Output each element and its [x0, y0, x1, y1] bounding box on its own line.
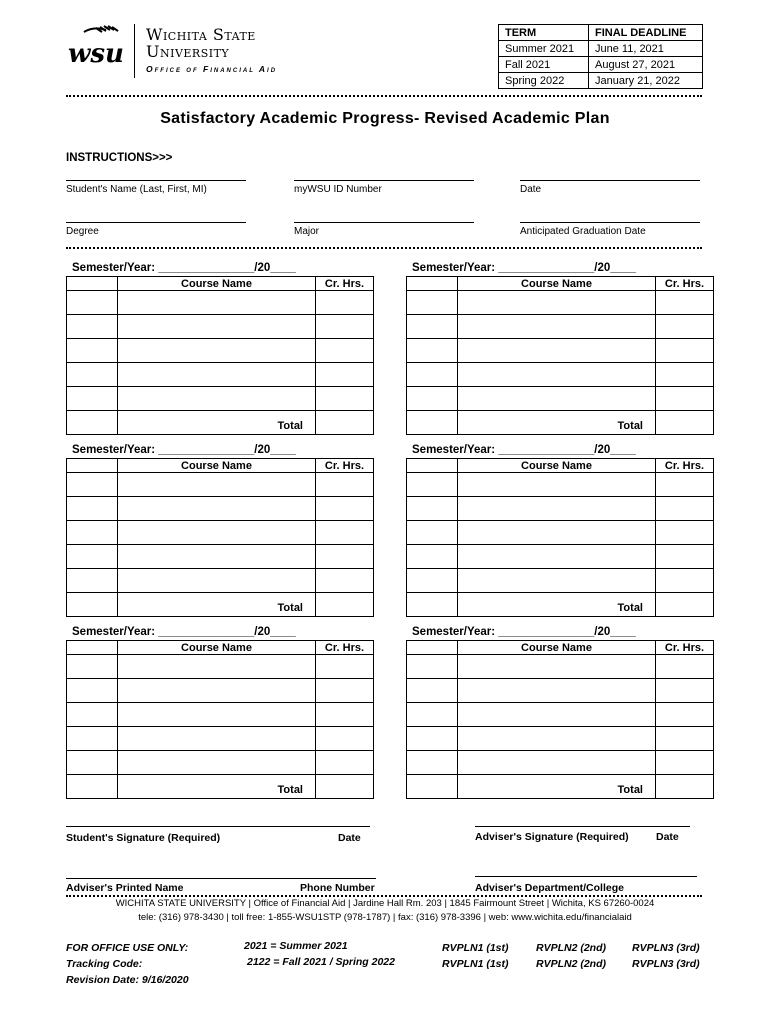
course-code-cell[interactable] [67, 339, 118, 363]
term-header: TERM [499, 25, 589, 41]
adviser-signature-label: Adviser's Signature (Required) [475, 831, 629, 843]
wsu-logo [66, 22, 126, 72]
total-label: Total [458, 593, 656, 617]
adviser-printed-line[interactable] [66, 878, 376, 879]
blank-header [407, 459, 458, 473]
course-code-cell[interactable] [67, 679, 118, 703]
dotted-divider [66, 95, 702, 97]
credit-hours-header: Cr. Hrs. [656, 277, 714, 291]
deadline-row [499, 73, 703, 89]
deadline-cell: August 27, 2021 [589, 57, 703, 73]
rvpln1-codes [442, 940, 509, 972]
credit-hours-header: Cr. Hrs. [316, 277, 374, 291]
total-hours-cell[interactable] [316, 775, 374, 799]
date-field[interactable] [520, 180, 700, 195]
course-row [67, 679, 374, 703]
term-cell: Summer 2021 [499, 41, 589, 57]
course-code-cell[interactable] [67, 363, 118, 387]
course-name-cell[interactable] [118, 545, 316, 569]
semester-year-label[interactable]: Semester/Year: _______________/20____ [72, 626, 296, 638]
course-code-cell[interactable] [407, 679, 458, 703]
course-code-cell[interactable] [67, 497, 118, 521]
course-code-cell[interactable] [407, 569, 458, 593]
credit-hours-header: Cr. Hrs. [316, 641, 374, 655]
course-name-cell[interactable] [458, 387, 656, 411]
total-hours-cell[interactable] [656, 593, 714, 617]
total-row [67, 593, 374, 617]
adviser-signature-line[interactable] [475, 826, 690, 827]
course-row [407, 339, 714, 363]
semester-block [406, 626, 714, 799]
dotted-divider [66, 895, 702, 897]
course-name-cell[interactable] [118, 703, 316, 727]
course-table [66, 640, 374, 799]
course-row [67, 703, 374, 727]
credit-hours-cell[interactable] [656, 291, 714, 315]
course-code-cell[interactable] [407, 655, 458, 679]
course-row [407, 315, 714, 339]
course-name-cell[interactable] [458, 703, 656, 727]
term-cell: Fall 2021 [499, 57, 589, 73]
grad-date-label: Anticipated Graduation Date [520, 226, 646, 237]
adviser-printed-label: Adviser's Printed Name [66, 882, 184, 894]
course-name-cell[interactable] [118, 727, 316, 751]
credit-hours-cell[interactable] [656, 315, 714, 339]
course-name-cell[interactable] [118, 473, 316, 497]
course-code-cell[interactable] [67, 387, 118, 411]
total-label: Total [458, 411, 656, 435]
course-code-cell[interactable] [407, 387, 458, 411]
credit-hours-cell[interactable] [316, 655, 374, 679]
office-name: Office of Financial Aid [146, 64, 278, 74]
course-row [407, 521, 714, 545]
course-name-cell[interactable] [118, 751, 316, 775]
course-header-row [407, 641, 714, 655]
course-code-cell[interactable] [67, 291, 118, 315]
rvpln2-a: RVPLN2 (2nd) [536, 942, 607, 954]
course-code-cell[interactable] [407, 497, 458, 521]
credit-hours-cell[interactable] [316, 727, 374, 751]
course-row [67, 751, 374, 775]
degree-field[interactable] [66, 222, 246, 237]
deadline-cell: January 21, 2022 [589, 73, 703, 89]
course-row [407, 387, 714, 411]
blank-header [407, 641, 458, 655]
revision-date: Revision Date: 9/16/2020 [66, 974, 189, 986]
student-name-field[interactable] [66, 180, 246, 195]
course-code-cell[interactable] [67, 521, 118, 545]
course-code-cell[interactable] [407, 291, 458, 315]
total-hours-cell[interactable] [656, 775, 714, 799]
semester-block [66, 626, 374, 799]
course-row [67, 473, 374, 497]
course-table [406, 458, 714, 617]
footer-contact: tele: (316) 978-3430 | toll free: 1-855-WSU1STP (978-1787) | fax: (316) 978-3396 | web: www.wichita.edu/financialaid [138, 912, 632, 923]
course-row [67, 291, 374, 315]
credit-hours-cell[interactable] [656, 387, 714, 411]
deadline-table [498, 24, 703, 89]
course-table [406, 276, 714, 435]
course-row [407, 703, 714, 727]
total-hours-cell[interactable] [316, 411, 374, 435]
university-line1: Wichita State [146, 25, 256, 44]
course-name-cell[interactable] [458, 679, 656, 703]
course-code-cell[interactable] [67, 473, 118, 497]
tracking-codes [244, 938, 395, 970]
credit-hours-cell[interactable] [656, 473, 714, 497]
course-name-cell[interactable] [458, 339, 656, 363]
svg-text:wsu: wsu [68, 39, 124, 69]
course-code-cell[interactable] [407, 339, 458, 363]
adviser-date-label: Date [656, 831, 679, 843]
course-name-header: Course Name [458, 641, 656, 655]
rvpln3-a: RVPLN3 (3rd) [632, 942, 700, 954]
total-blank-cell [407, 593, 458, 617]
credit-hours-cell[interactable] [316, 497, 374, 521]
course-table [66, 276, 374, 435]
credit-hours-cell[interactable] [656, 569, 714, 593]
term-cell: Spring 2022 [499, 73, 589, 89]
blank-header [407, 277, 458, 291]
credit-hours-cell[interactable] [316, 679, 374, 703]
rvpln2-b: RVPLN2 (2nd) [536, 958, 607, 970]
course-table [406, 640, 714, 799]
course-code-cell[interactable] [407, 703, 458, 727]
field-line [294, 222, 474, 223]
course-row [407, 727, 714, 751]
course-code-cell[interactable] [407, 473, 458, 497]
total-row [67, 775, 374, 799]
total-blank-cell [67, 411, 118, 435]
deadline-header: FINAL DEADLINE [589, 25, 703, 41]
course-code-cell[interactable] [67, 703, 118, 727]
course-name-cell[interactable] [118, 291, 316, 315]
course-row [407, 497, 714, 521]
course-name-cell[interactable] [458, 473, 656, 497]
credit-hours-cell[interactable] [316, 751, 374, 775]
rvpln2-codes [536, 940, 606, 972]
total-row [407, 593, 714, 617]
field-line [66, 180, 246, 181]
dotted-divider [66, 247, 702, 249]
credit-hours-cell[interactable] [316, 315, 374, 339]
course-name-cell[interactable] [458, 727, 656, 751]
course-header-row [67, 641, 374, 655]
course-code-cell[interactable] [407, 545, 458, 569]
course-row [67, 315, 374, 339]
total-row [67, 411, 374, 435]
course-name-cell[interactable] [118, 315, 316, 339]
course-row [407, 679, 714, 703]
student-signature-line[interactable] [66, 826, 370, 827]
credit-hours-cell[interactable] [316, 291, 374, 315]
blank-header [67, 641, 118, 655]
course-row [67, 387, 374, 411]
mywsu-id-field[interactable] [294, 180, 474, 195]
instructions-label: INSTRUCTIONS>>> [66, 152, 173, 164]
course-row [407, 291, 714, 315]
course-row [67, 363, 374, 387]
field-line [294, 180, 474, 181]
course-row [67, 569, 374, 593]
tracking-code-1: 2021 = Summer 2021 [244, 940, 348, 952]
course-header-row [67, 459, 374, 473]
course-row [67, 339, 374, 363]
course-name-cell[interactable] [118, 339, 316, 363]
credit-hours-cell[interactable] [316, 473, 374, 497]
credit-hours-cell[interactable] [656, 521, 714, 545]
credit-hours-header: Cr. Hrs. [656, 641, 714, 655]
course-header-row [407, 277, 714, 291]
student-date-label: Date [338, 832, 361, 844]
course-name-header: Course Name [458, 277, 656, 291]
rvpln3-codes [632, 940, 700, 972]
course-name-cell[interactable] [458, 751, 656, 775]
semester-block [66, 444, 374, 617]
course-name-header: Course Name [118, 459, 316, 473]
credit-hours-cell[interactable] [316, 703, 374, 727]
rvpln3-b: RVPLN3 (3rd) [632, 958, 700, 970]
credit-hours-cell[interactable] [656, 497, 714, 521]
grad-date-field[interactable] [520, 222, 700, 237]
credit-hours-cell[interactable] [316, 545, 374, 569]
major-field[interactable] [294, 222, 474, 237]
adviser-dept-label: Adviser's Department/College [475, 882, 624, 894]
credit-hours-cell[interactable] [656, 545, 714, 569]
credit-hours-cell[interactable] [656, 751, 714, 775]
total-label: Total [118, 593, 316, 617]
course-code-cell[interactable] [67, 655, 118, 679]
mywsu-id-label: myWSU ID Number [294, 184, 382, 195]
blank-header [67, 277, 118, 291]
course-header-row [407, 459, 714, 473]
course-name-cell[interactable] [118, 497, 316, 521]
student-signature-label: Student's Signature (Required) [66, 832, 221, 844]
field-line [66, 222, 246, 223]
footer-address: WICHITA STATE UNIVERSITY | Office of Financial Aid | Jardine Hall Rm. 203 | 1845 Fairmount Street | Wichita, KS 67260-0024 [115, 898, 655, 909]
course-name-cell[interactable] [458, 291, 656, 315]
office-use-block [66, 940, 189, 988]
course-name-header: Course Name [118, 277, 316, 291]
course-name-cell[interactable] [118, 387, 316, 411]
deadline-row [499, 41, 703, 57]
credit-hours-cell[interactable] [656, 363, 714, 387]
course-name-cell[interactable] [118, 569, 316, 593]
course-row [407, 751, 714, 775]
tracking-code-label: Tracking Code: [66, 958, 143, 970]
credit-hours-cell[interactable] [316, 363, 374, 387]
university-name [146, 26, 256, 60]
adviser-dept-line[interactable] [475, 876, 697, 877]
credit-hours-cell[interactable] [316, 569, 374, 593]
course-header-row [67, 277, 374, 291]
course-name-header: Course Name [118, 641, 316, 655]
course-row [67, 727, 374, 751]
course-name-cell[interactable] [458, 363, 656, 387]
course-table [66, 458, 374, 617]
course-name-cell[interactable] [458, 545, 656, 569]
course-row [407, 569, 714, 593]
credit-hours-cell[interactable] [656, 679, 714, 703]
rvpln1-a: RVPLN1 (1st) [442, 942, 509, 954]
course-code-cell[interactable] [407, 315, 458, 339]
semester-year-label[interactable]: Semester/Year: _______________/20____ [412, 626, 636, 638]
course-row [407, 473, 714, 497]
course-code-cell[interactable] [67, 727, 118, 751]
deadline-cell: June 11, 2021 [589, 41, 703, 57]
student-name-label: Student's Name (Last, First, MI) [66, 184, 207, 195]
course-name-cell[interactable] [118, 679, 316, 703]
course-name-cell[interactable] [118, 655, 316, 679]
course-name-cell[interactable] [458, 655, 656, 679]
credit-hours-cell[interactable] [656, 703, 714, 727]
credit-hours-cell[interactable] [316, 339, 374, 363]
semester-year-label[interactable]: Semester/Year: _______________/20____ [412, 444, 636, 456]
course-code-cell[interactable] [407, 521, 458, 545]
course-name-cell[interactable] [118, 363, 316, 387]
course-code-cell[interactable] [67, 569, 118, 593]
course-row [407, 363, 714, 387]
course-code-cell[interactable] [407, 751, 458, 775]
blank-header [67, 459, 118, 473]
logo-divider [134, 24, 135, 78]
date-label: Date [520, 184, 542, 195]
semester-block [406, 444, 714, 617]
semester-year-label[interactable]: Semester/Year: _______________/20____ [72, 262, 296, 274]
field-line [520, 222, 700, 223]
course-row [67, 497, 374, 521]
course-name-header: Course Name [458, 459, 656, 473]
major-label: Major [294, 226, 320, 237]
course-code-cell[interactable] [67, 545, 118, 569]
office-use-label: FOR OFFICE USE ONLY: [66, 942, 189, 954]
total-label: Total [118, 775, 316, 799]
course-name-cell[interactable] [458, 569, 656, 593]
semester-block [406, 262, 714, 435]
course-code-cell[interactable] [407, 727, 458, 751]
course-name-cell[interactable] [118, 521, 316, 545]
tracking-code-2: 2122 = Fall 2021 / Spring 2022 [247, 956, 395, 968]
page-title: Satisfactory Academic Progress- Revised Academic Plan [160, 110, 610, 127]
deadline-row [499, 57, 703, 73]
total-blank-cell [407, 775, 458, 799]
total-blank-cell [407, 411, 458, 435]
semester-year-label[interactable]: Semester/Year: _______________/20____ [72, 444, 296, 456]
course-name-cell[interactable] [458, 315, 656, 339]
credit-hours-cell[interactable] [316, 521, 374, 545]
course-name-cell[interactable] [458, 521, 656, 545]
course-row [407, 655, 714, 679]
phone-label: Phone Number [300, 882, 375, 894]
university-line2: University [146, 42, 230, 61]
total-blank-cell [67, 593, 118, 617]
course-name-cell[interactable] [458, 497, 656, 521]
total-row [407, 775, 714, 799]
semester-block [66, 262, 374, 435]
field-line [520, 180, 700, 181]
total-label: Total [118, 411, 316, 435]
course-row [67, 545, 374, 569]
credit-hours-header: Cr. Hrs. [316, 459, 374, 473]
credit-hours-cell[interactable] [656, 339, 714, 363]
credit-hours-header: Cr. Hrs. [656, 459, 714, 473]
total-label: Total [458, 775, 656, 799]
credit-hours-cell[interactable] [656, 727, 714, 751]
course-code-cell[interactable] [67, 315, 118, 339]
course-row [407, 545, 714, 569]
course-row [67, 521, 374, 545]
total-hours-cell[interactable] [656, 411, 714, 435]
credit-hours-cell[interactable] [656, 655, 714, 679]
total-row [407, 411, 714, 435]
degree-label: Degree [66, 226, 99, 237]
course-row [67, 655, 374, 679]
deadline-header-row [499, 25, 703, 41]
credit-hours-cell[interactable] [316, 387, 374, 411]
total-hours-cell[interactable] [316, 593, 374, 617]
course-code-cell[interactable] [407, 363, 458, 387]
course-code-cell[interactable] [67, 751, 118, 775]
semester-year-label[interactable]: Semester/Year: _______________/20____ [412, 262, 636, 274]
rvpln1-b: RVPLN1 (1st) [442, 958, 509, 970]
total-blank-cell [67, 775, 118, 799]
